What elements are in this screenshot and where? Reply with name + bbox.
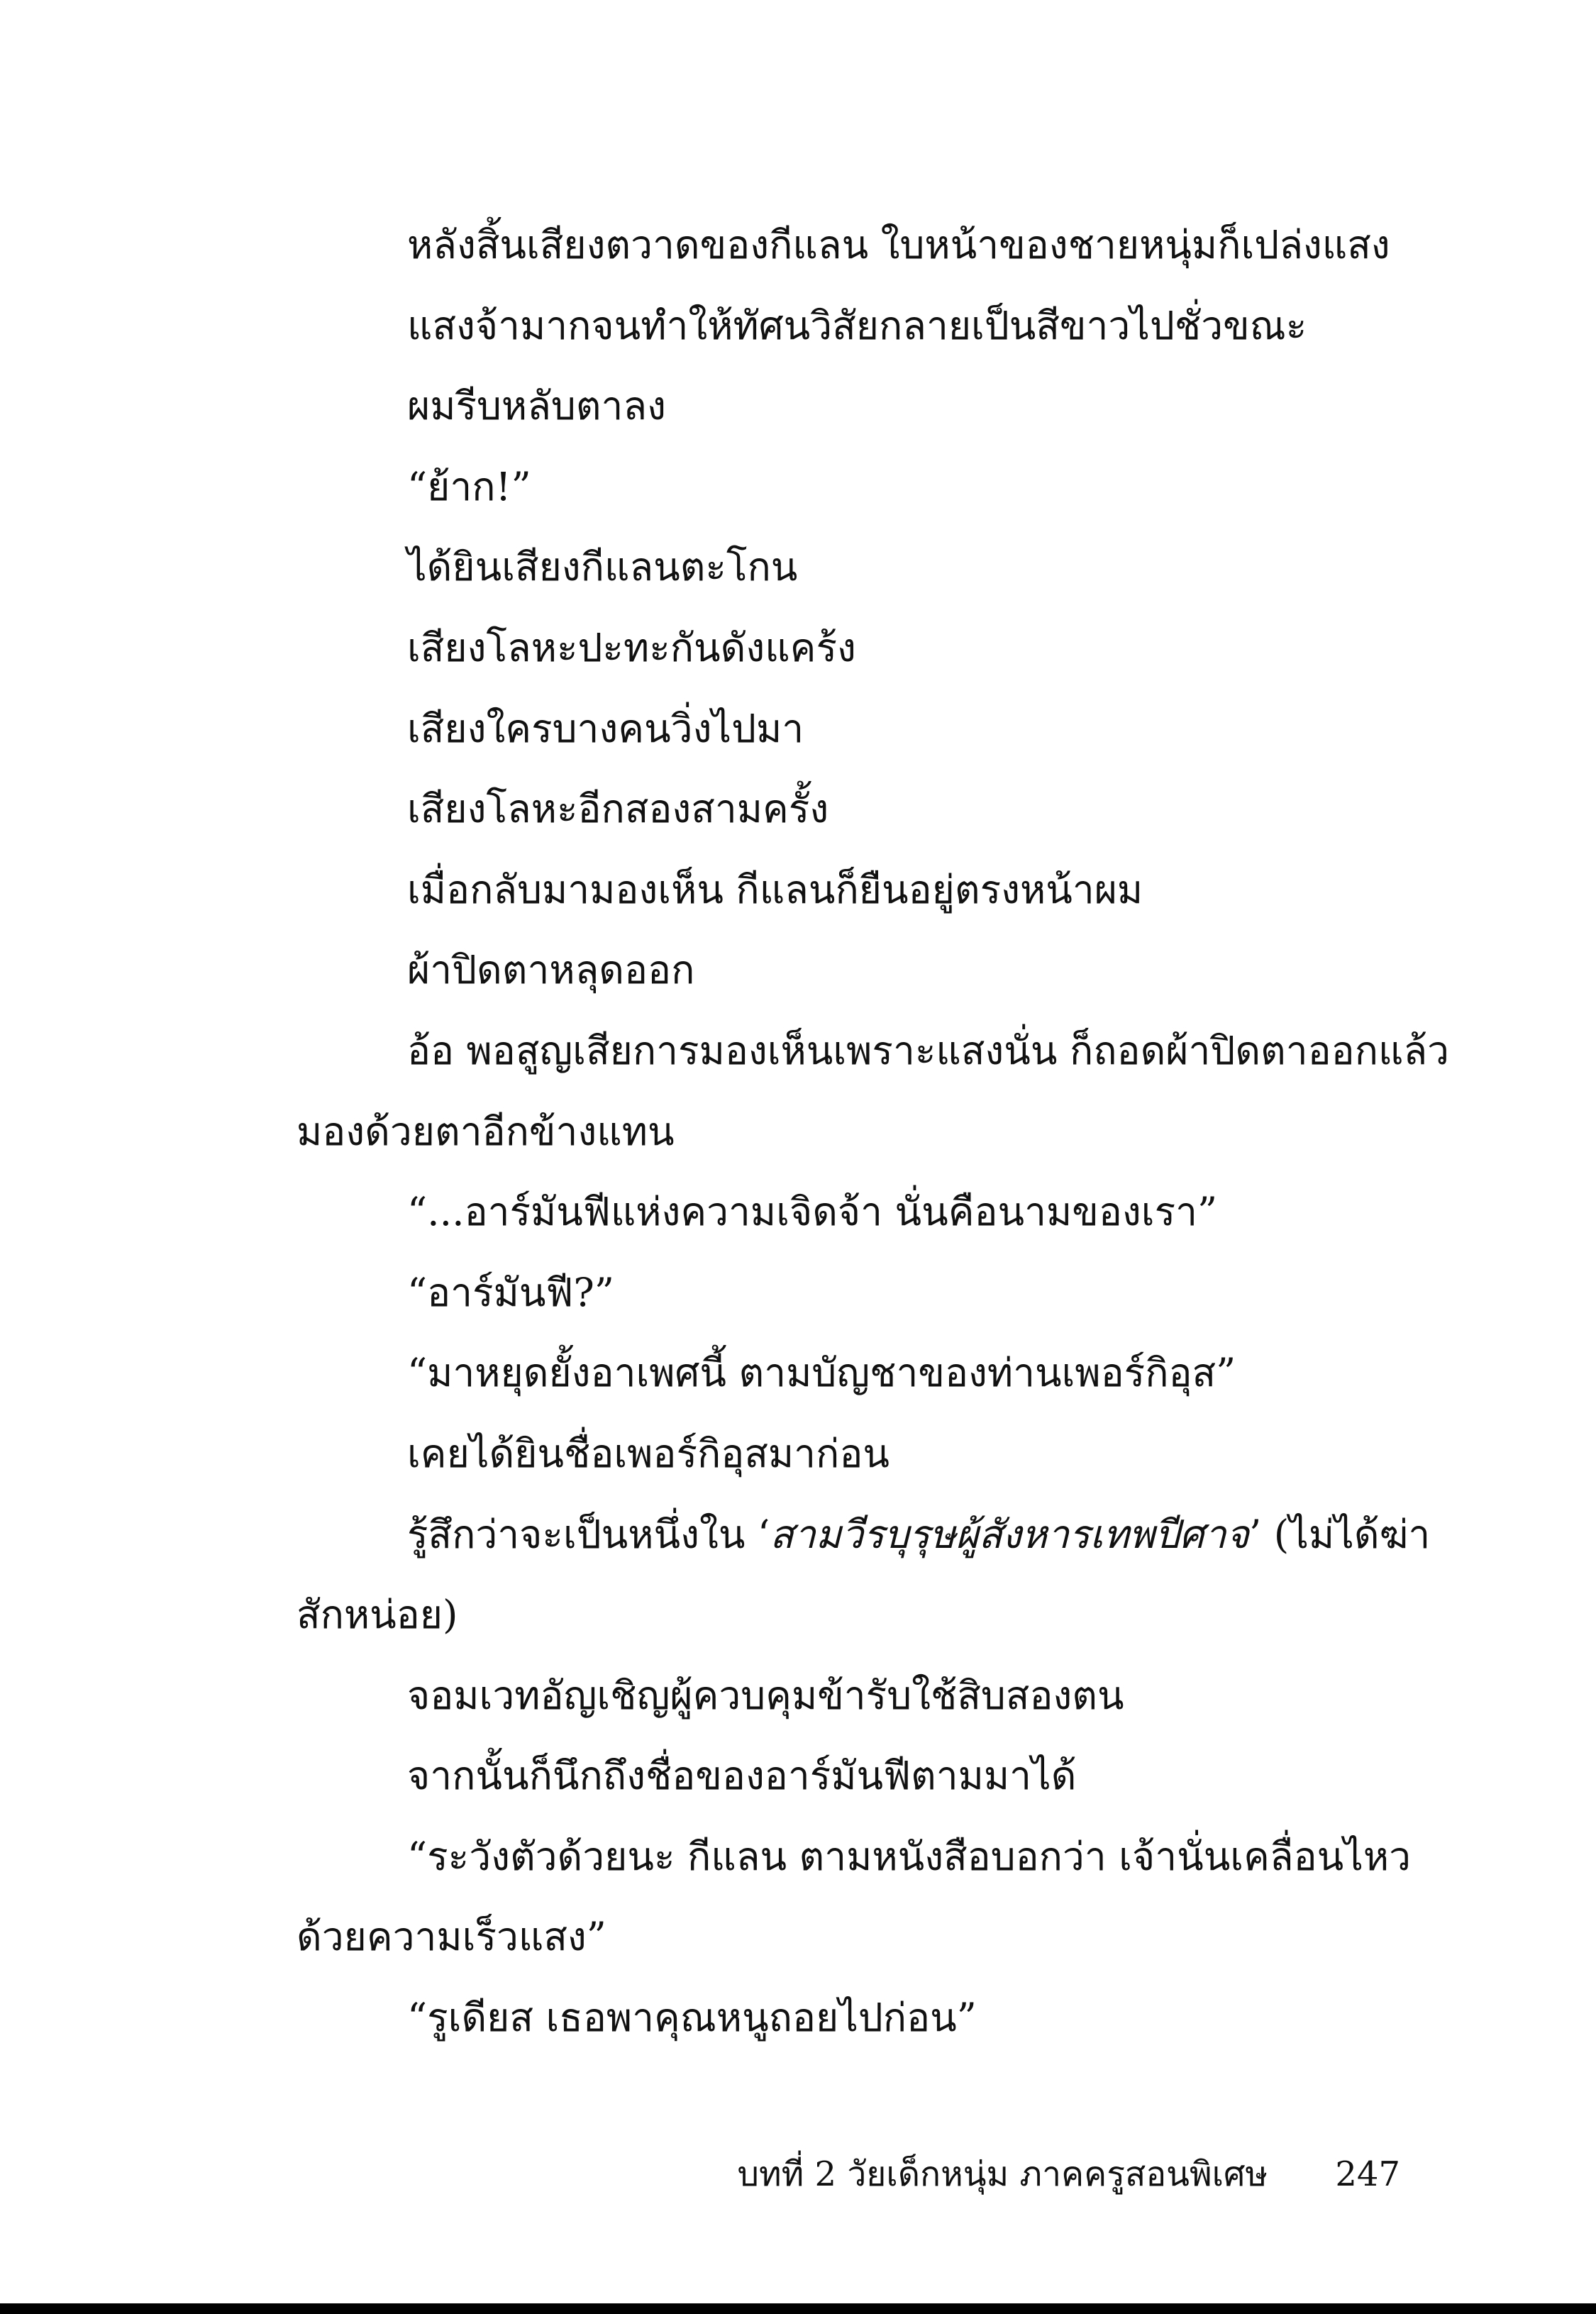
text-line: “อาร์มันฟี?” (407, 1269, 614, 1315)
text-line: “...อาร์มันฟีแห่งความเจิดจ้า นั่นคือนามของเรา” (407, 1189, 1218, 1235)
text-segment: ’ (ไม่ได้ฆ่า (1248, 1511, 1431, 1557)
text-line: เคยได้ยินชื่อเพอร์กิอุสมาก่อน (407, 1430, 890, 1476)
bottom-edge-rule (0, 2303, 1596, 2314)
page-footer (738, 2149, 1400, 2199)
text-line (297, 1495, 1431, 1576)
text-line: เสียงใครบางคนวิ่งไปมา (407, 705, 804, 751)
body-text (297, 205, 1450, 2059)
text-line: จอมเวทอัญเชิญผู้ควบคุมข้ารับใช้สิบสองตน (407, 1672, 1124, 1718)
text-line: อ้อ พอสูญเสียการมองเห็นเพราะแสงนั่น ก็ถอดผ้าปิดตาออกแล้ว (407, 1027, 1450, 1073)
text-line: เมื่อกลับมามองเห็น กีแลนก็ยืนอยู่ตรงหน้าผม (407, 866, 1143, 912)
text-line: “ระวังตัวด้วยนะ กีแลน ตามหนังสือบอกว่า เจ้านั่นเคลื่อนไหว (407, 1833, 1412, 1879)
text-line: “รูเดียส เธอพาคุณหนูถอยไปก่อน” (407, 1995, 977, 2041)
text-line: ผ้าปิดตาหลุดออก (407, 947, 695, 993)
text-line: “ย้าก!” (407, 463, 531, 509)
text-segment: รู้สึกว่าจะเป็นหนึ่งใน ‘ (407, 1511, 770, 1557)
text-line: แสงจ้ามากจนทำให้ทัศนวิสัยกลายเป็นสีขาวไปชั่วขณะ (407, 302, 1307, 348)
text-line: เสียงโลหะปะทะกันดังแคร้ง (407, 624, 856, 670)
text-line: สักหน่อย) (297, 1592, 458, 1638)
text-line: มองด้วยตาอีกข้างแทน (297, 1108, 675, 1154)
text-line: เสียงโลหะอีกสองสามครั้ง (407, 786, 829, 832)
text-line: ผมรีบหลับตาลง (407, 383, 666, 429)
text-line: “มาหยุดยั้งอาเพศนี้ ตามบัญชาของท่านเพอร์กิอุส” (407, 1350, 1236, 1396)
text-line: จากนั้นก็นึกถึงชื่อของอาร์มันฟีตามมาได้ (407, 1753, 1077, 1799)
book-title-italic: สามวีรบุรุษผู้สังหารเทพปีศาจ (770, 1511, 1249, 1557)
text-line: ด้วยความเร็วแสง” (297, 1914, 606, 1960)
page-number: 247 (1335, 2154, 1400, 2194)
text-line: ได้ยินเสียงกีแลนตะโกน (407, 544, 798, 590)
text-line: หลังสิ้นเสียงตวาดของกีแลน ใบหน้าของชายหนุ่มก็เปล่งแสง (407, 222, 1390, 267)
running-head: บทที่ 2 วัยเด็กหนุ่ม ภาคครูสอนพิเศษ (737, 2154, 1268, 2194)
